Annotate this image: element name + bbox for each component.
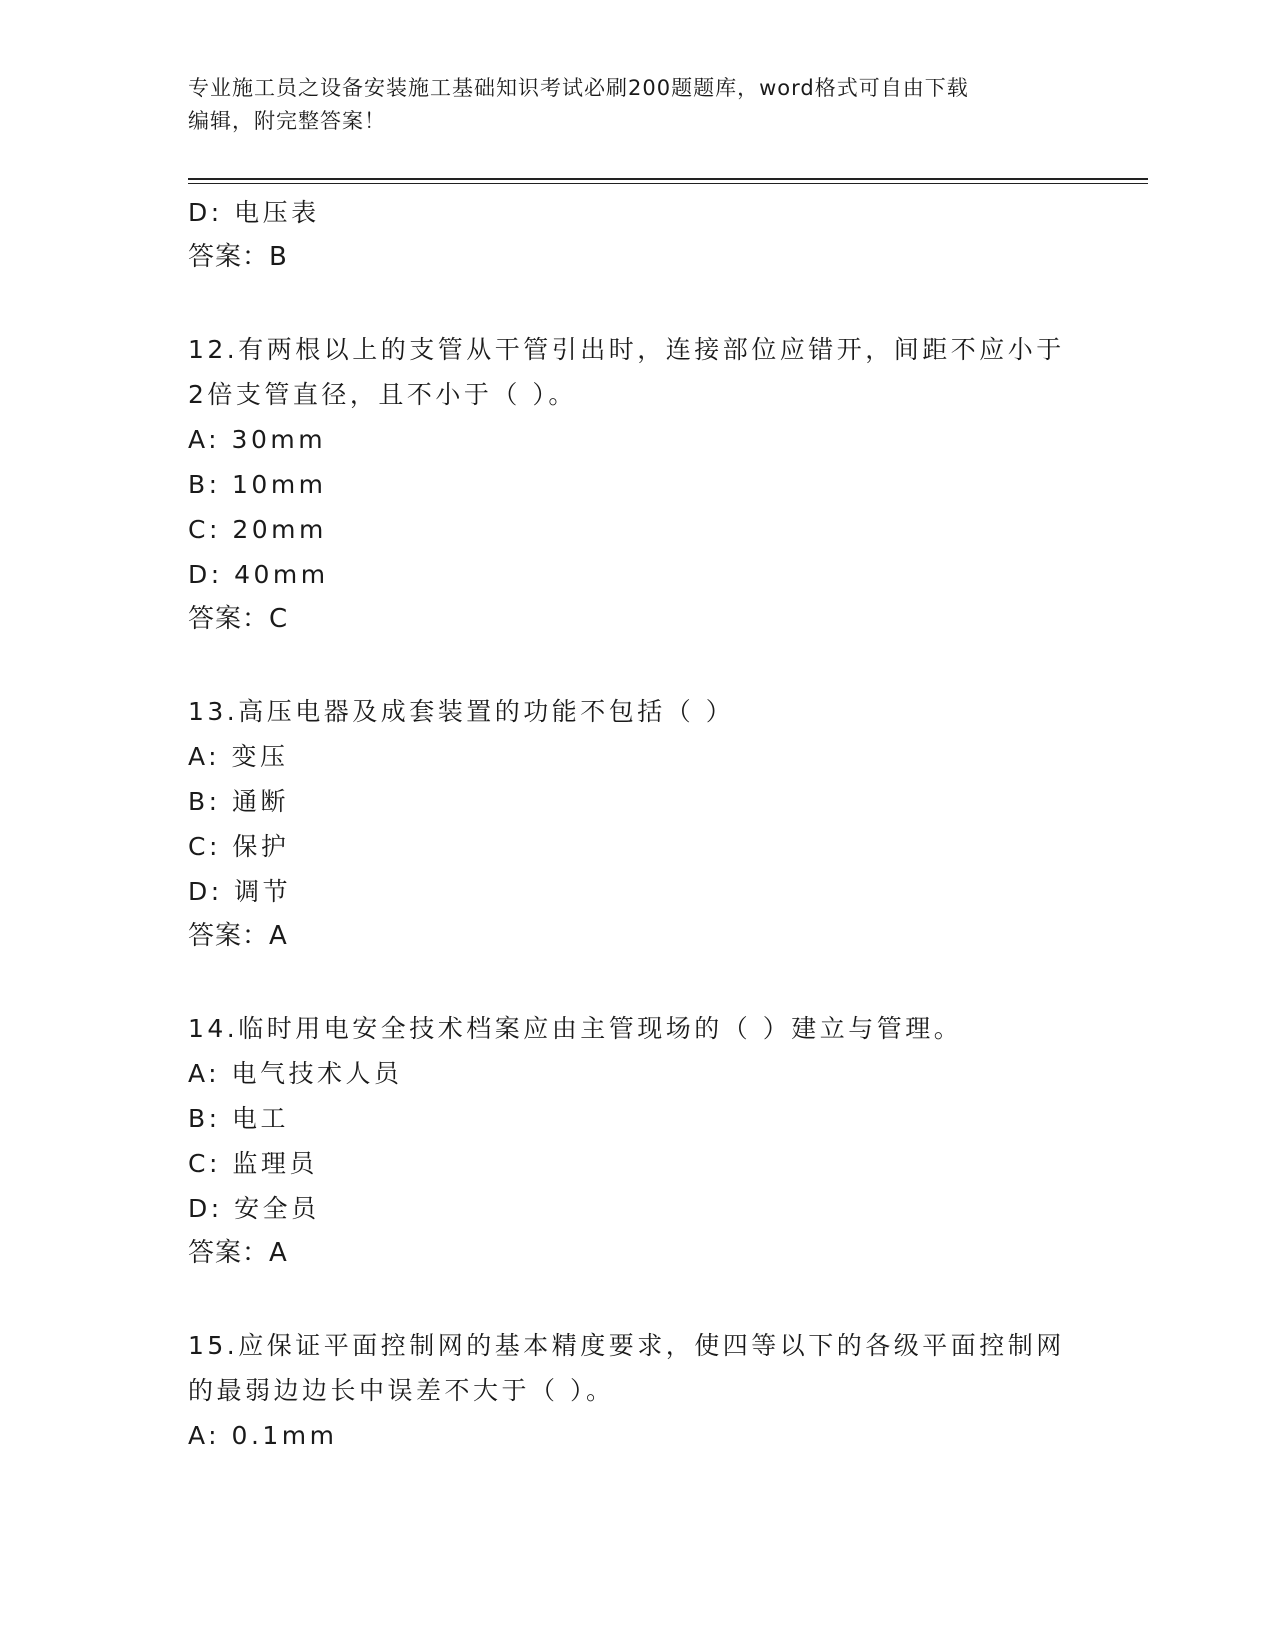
question-11-tail — [188, 190, 1088, 280]
question-list — [188, 190, 1088, 1458]
question-13 — [188, 689, 1088, 959]
option-d: D: 电压表 — [188, 198, 320, 227]
option-b: B: 通断 — [188, 787, 290, 816]
answer: 答案：A — [188, 921, 288, 951]
option-d: D: 调节 — [188, 877, 292, 906]
answer: 答案：C — [188, 604, 289, 634]
spacer — [188, 959, 1088, 1006]
option-d: D: 安全员 — [188, 1194, 320, 1223]
question-15 — [188, 1323, 1088, 1458]
question-stem-line-1: 12.有两根以上的支管从干管引出时，连接部位应错开，间距不应小于 — [188, 335, 1065, 364]
spacer — [188, 280, 1088, 327]
question-stem-line-1: 14.临时用电安全技术档案应由主管现场的（ ）建立与管理。 — [188, 1014, 963, 1043]
option-c: C: 20mm — [188, 515, 327, 544]
question-stem-line-2: 2倍支管直径，且不小于（ ）。 — [188, 380, 577, 409]
question-12 — [188, 327, 1088, 642]
option-c: C: 保护 — [188, 832, 290, 861]
header-divider-thin — [188, 183, 1148, 184]
option-a: A: 0.1mm — [188, 1421, 338, 1450]
header-title-line-1: 专业施工员之设备安装施工基础知识考试必刷200题题库，word格式可自由下载 — [188, 76, 969, 100]
option-b: B: 电工 — [188, 1104, 290, 1133]
question-stem-line-1: 15.应保证平面控制网的基本精度要求，使四等以下的各级平面控制网 — [188, 1331, 1065, 1360]
header-divider-thick — [188, 178, 1148, 180]
question-14 — [188, 1006, 1088, 1276]
question-stem-line-1: 13.高压电器及成套装置的功能不包括（ ） — [188, 697, 735, 726]
spacer — [188, 1276, 1088, 1323]
document-header — [188, 72, 1088, 138]
answer: 答案：B — [188, 242, 288, 272]
option-a: A: 电气技术人员 — [188, 1059, 403, 1088]
option-d: D: 40mm — [188, 560, 329, 589]
header-title-line-2: 编辑，附完整答案！ — [188, 109, 386, 133]
option-a: A: 30mm — [188, 425, 327, 454]
answer: 答案：A — [188, 1238, 288, 1268]
option-c: C: 监理员 — [188, 1149, 318, 1178]
option-b: B: 10mm — [188, 470, 327, 499]
spacer — [188, 642, 1088, 689]
question-stem-line-2: 的最弱边边长中误差不大于（ ）。 — [188, 1376, 615, 1405]
option-a: A: 变压 — [188, 742, 289, 771]
